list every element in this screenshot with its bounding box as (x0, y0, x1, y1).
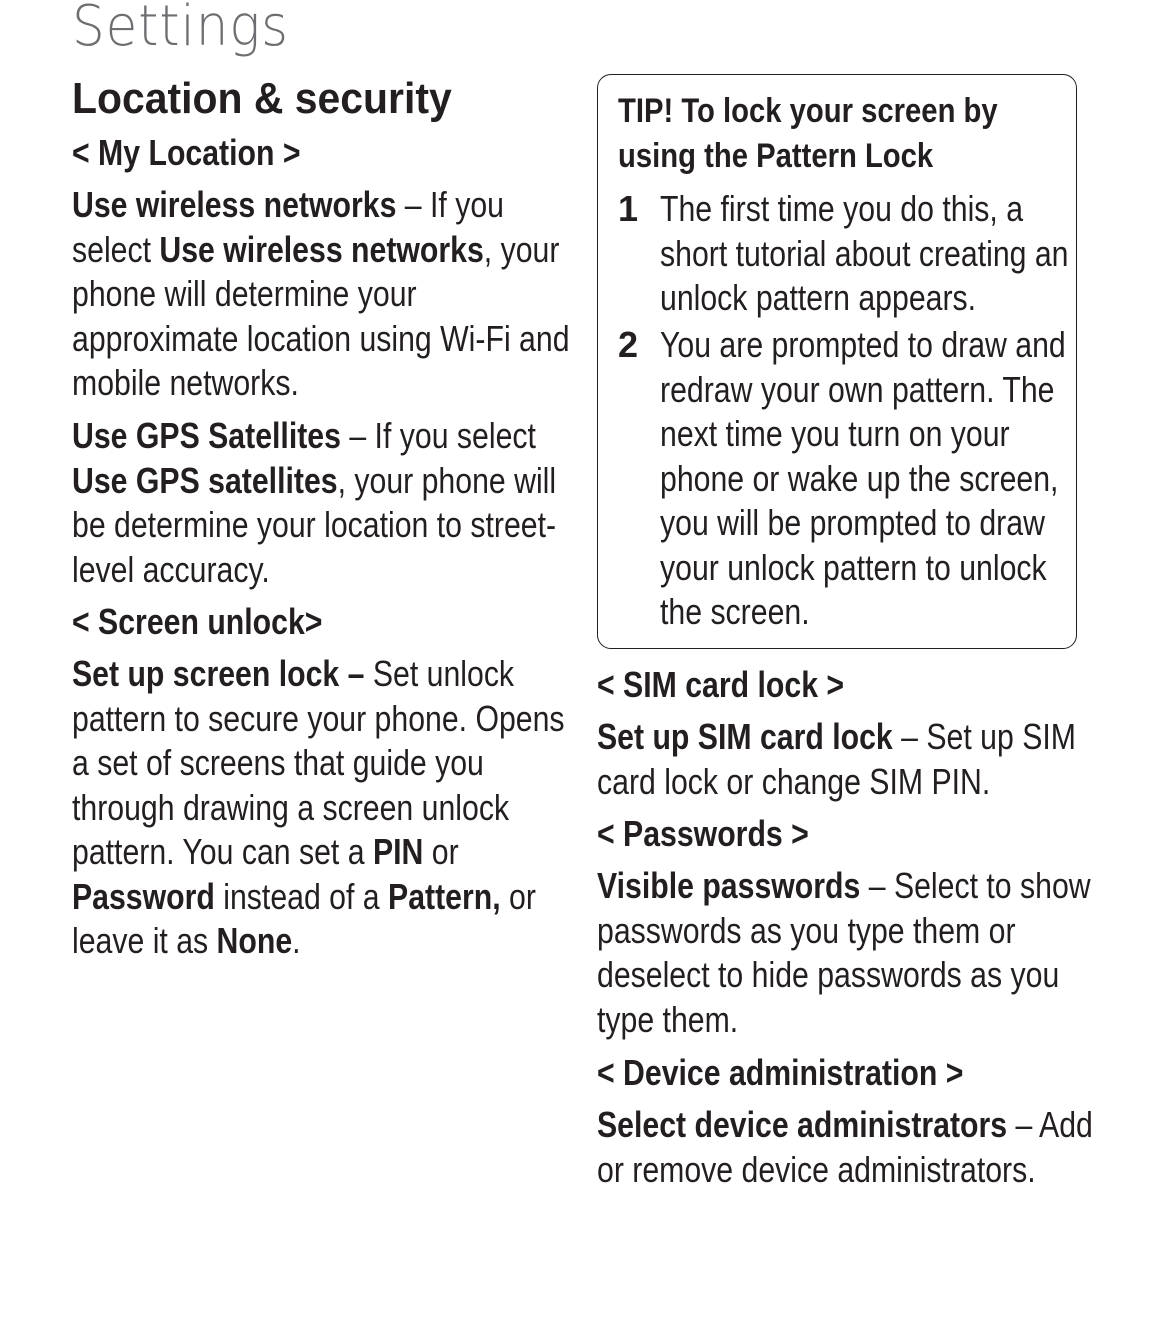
tip-box (597, 74, 1077, 649)
visible-passwords-term: Visible passwords (597, 865, 861, 906)
subheading-sim-card-lock (597, 663, 1097, 707)
gps-paragraph (72, 414, 572, 592)
subheading-device-administration (597, 1051, 1097, 1095)
visible-passwords-paragraph (597, 864, 1097, 1042)
wireless-rest: , your phone will determine your approximate location using Wi-Fi and mobile networks. (72, 228, 570, 403)
gps-sep: – If you select (340, 415, 536, 456)
screen-unlock-label: < Screen unlock> (72, 601, 323, 642)
device-admin-paragraph (597, 1103, 1097, 1192)
sim-rest: – Set up SIM card lock or change SIM PIN. (597, 716, 1076, 802)
pattern-term: Pattern, (388, 875, 501, 917)
screen-lock-term: Set up screen lock – (72, 653, 365, 694)
sim-term: Set up SIM card lock (597, 716, 893, 757)
pin-term: PIN (372, 831, 424, 872)
tip-title: TIP! To lock your screen by using the Pattern Lock (618, 92, 998, 175)
screen-lock-text: Set unlock pattern to secure your phone. Opens a set of screens that guide you through drawing a screen unlock pattern. You can set a (72, 653, 565, 872)
gps-term-2: Use GPS satellites (72, 459, 338, 501)
passwords-label: < Passwords > (597, 813, 809, 854)
sim-paragraph (597, 715, 1097, 804)
wireless-term-2: Use wireless networks (159, 228, 484, 270)
gps-rest: , your phone will be determine your location to street-level accuracy. (72, 459, 557, 590)
step-text: You are prompted to draw and redraw your own pattern. The next time you turn on your phone or wake up the screen, you will be prompted to draw your unlock pattern to unlock the screen. (660, 324, 1066, 632)
page-title: Settings (72, 0, 289, 59)
device-admin-term: Select device administrators (597, 1104, 1008, 1145)
subheading-passwords (597, 812, 1097, 856)
visible-passwords-rest: – Select to show passwords as you type them or deselect to hide passwords as you type them. (597, 865, 1091, 1040)
section-heading-location-security: Location & security (72, 74, 452, 123)
password-term: Password (72, 875, 215, 917)
my-location-label: < My Location > (72, 132, 301, 173)
step-number: 2 (618, 324, 639, 365)
subheading-my-location (72, 131, 572, 175)
gps-term: Use GPS Satellites (72, 415, 341, 456)
wireless-networks-paragraph (72, 183, 572, 406)
wireless-sep: – If you select (72, 184, 504, 270)
step-text: The first time you do this, a short tutorial about creating an unlock pattern appears. (660, 188, 1069, 318)
none-term: None (216, 920, 293, 961)
wireless-term: Use wireless networks (72, 184, 397, 225)
step-number: 1 (618, 188, 639, 229)
sim-card-lock-label: < SIM card lock > (597, 664, 845, 705)
screen-lock-paragraph: Set up screen lock – Set unlock pattern to secure your phone. Opens a set of screens that guide you through drawing a screen unlock pattern. You can set a PIN or Password instead of a Pattern, or leave it as None. (72, 653, 565, 961)
subheading-screen-unlock (72, 600, 572, 644)
device-admin-rest: – Add or remove device administrators. (597, 1104, 1093, 1190)
device-administration-label: < Device administration > (597, 1052, 964, 1093)
